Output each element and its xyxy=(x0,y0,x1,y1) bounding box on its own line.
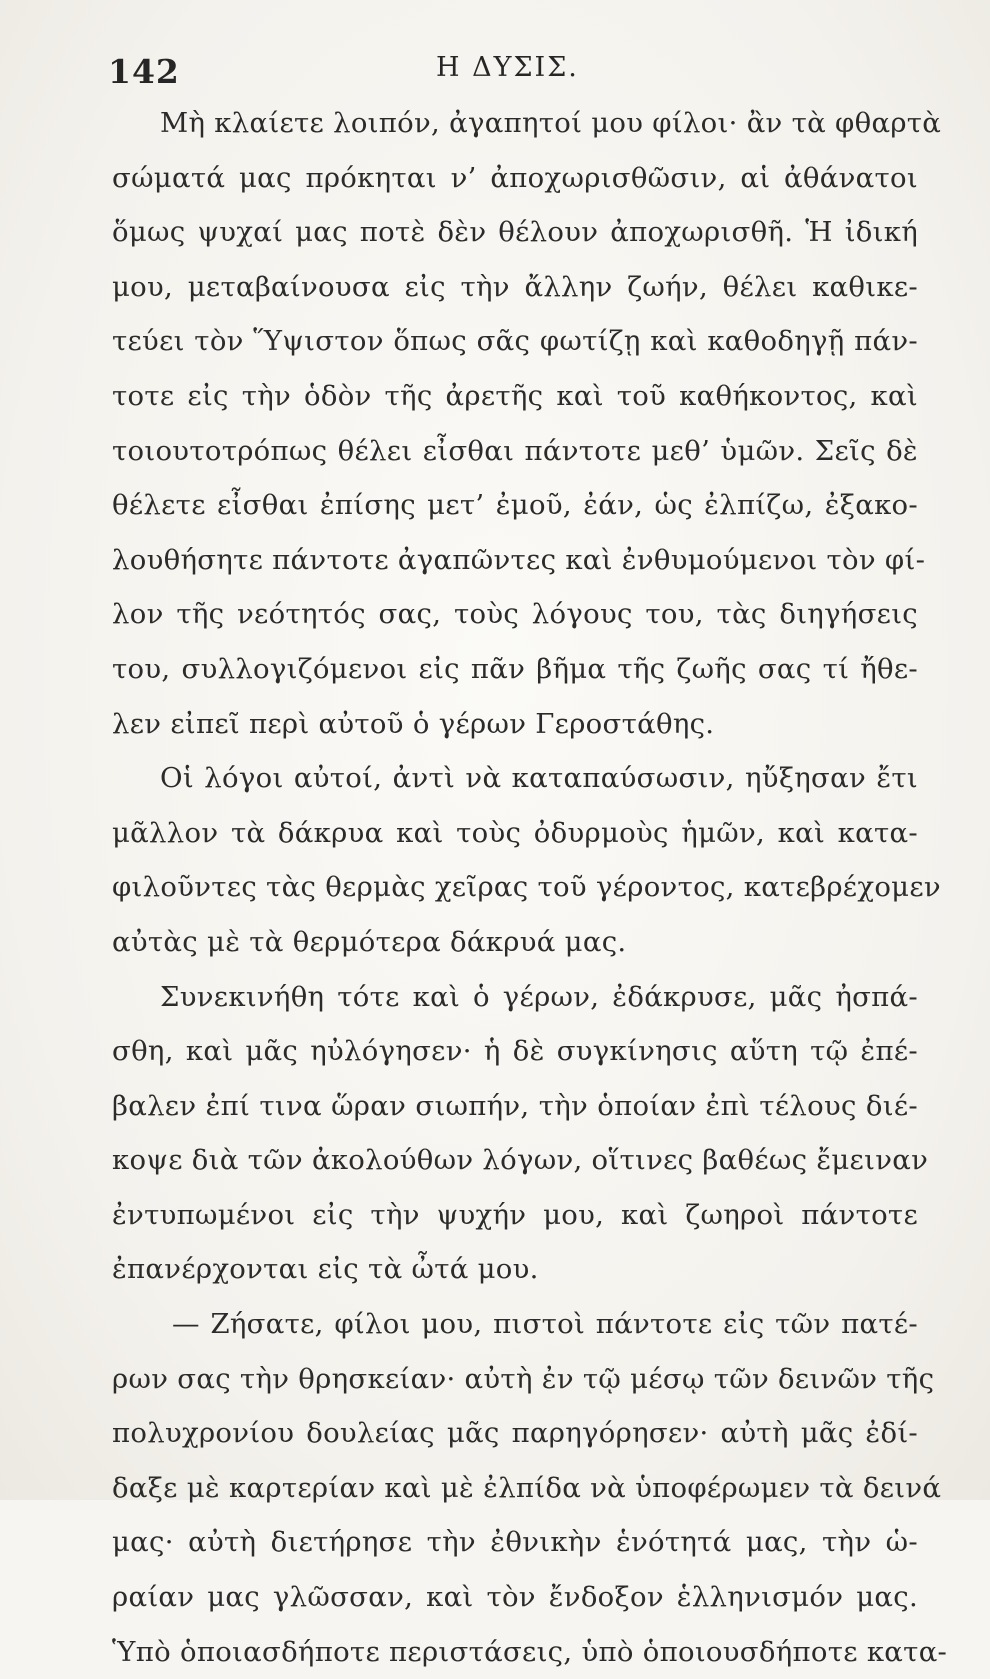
text-line: τεύει τὸν Ὕψιστον ὅπως σᾶς φωτίζῃ καὶ καθοδηγῇ πάν- xyxy=(112,325,918,358)
text-line: μου, μεταβαίνουσα εἰς τὴν ἄλλην ζωήν, θέλει καθικε- xyxy=(112,270,918,303)
text-line: πολυχρονίου δουλείας μᾶς παρηγόρησεν· αὐτὴ μᾶς ἐδί- xyxy=(112,1417,918,1450)
text-line: ἐντυπωμένοι εἰς τὴν ψυχήν μου, καὶ ζωηροὶ πάντοτε xyxy=(112,1198,918,1231)
text-line: σθη, καὶ μᾶς ηὐλόγησεν· ἡ δὲ συγκίνησις αὕτη τῷ ἐπέ- xyxy=(112,1035,918,1068)
text-line: Μὴ κλαίετε λοιπόν, ἀγαπητοί μου φίλοι· ἂν τὰ φθαρτὰ xyxy=(160,107,942,139)
text-line: βαλεν ἐπί τινα ὥραν σιωπήν, τὴν ὁποίαν ἐπὶ τέλους διέ- xyxy=(112,1089,918,1122)
text-line: του, συλλογιζόμενοι εἰς πᾶν βῆμα τῆς ζωῆς σας τί ἤθε- xyxy=(112,652,918,685)
text-line: ὅμως ψυχαί μας ποτὲ δὲν θέλουν ἀποχωρισθῆ. Ἡ ἰδική xyxy=(112,216,918,249)
text-line: τοιουτοτρόπως θέλει εἶσθαι πάντοτε μεθ’ ὑμῶν. Σεῖς δὲ xyxy=(112,434,918,467)
text-line: δαξε μὲ καρτερίαν καὶ μὲ ἐλπίδα νὰ ὑποφέρωμεν τὰ δεινά xyxy=(112,1471,942,1504)
text-line: σώματά μας πρόκηται ν’ ἀποχωρισθῶσιν, αἱ ἀθάνατοι xyxy=(112,161,918,194)
text-line: μᾶλλον τὰ δάκρυα καὶ τοὺς ὀδυρμοὺς ἡμῶν, καὶ κατα- xyxy=(112,816,918,849)
text-line: ρων σας τὴν θρησκείαν· αὐτὴ ἐν τῷ μέσῳ τῶν δεινῶν τῆς xyxy=(112,1362,935,1395)
text-line: ἐπανέρχονται εἰς τὰ ὦτά μου. xyxy=(112,1253,539,1286)
text-line: Ὑπὸ ὁποιασδήποτε περιστάσεις, ὑπὸ ὁποιουσδήποτε κατα- xyxy=(112,1635,948,1668)
text-line: αὐτὰς μὲ τὰ θερμότερα δάκρυά μας. xyxy=(112,925,627,958)
text-line: λον τῆς νεότητός σας, τοὺς λόγους του, τὰς διηγήσεις xyxy=(112,598,918,631)
page-number: 142 xyxy=(108,52,180,91)
text-line: ραίαν μας γλῶσσαν, καὶ τὸν ἔνδοξον ἑλληνισμόν μας. xyxy=(112,1581,918,1614)
text-line: Συνεκινήθη τότε καὶ ὁ γέρων, ἐδάκρυσε, μᾶς ἠσπά- xyxy=(160,980,918,1013)
text-line: — Ζήσατε, φίλοι μου, πιστοὶ πάντοτε εἰς τῶν πατέ- xyxy=(172,1308,918,1341)
text-line: τοτε εἰς τὴν ὁδὸν τῆς ἀρετῆς καὶ τοῦ καθήκοντος, καὶ xyxy=(112,379,918,412)
text-line: μας· αὐτὴ διετήρησε τὴν ἐθνικὴν ἑνότητά μας, τὴν ὡ- xyxy=(112,1526,918,1559)
text-line: φιλοῦντες τὰς θερμὰς χεῖρας τοῦ γέροντος, κατεβρέχομεν xyxy=(112,871,941,904)
text-line: λεν εἰπεῖ περὶ αὐτοῦ ὁ γέρων Γεροστάθης. xyxy=(112,707,715,740)
text-line: Οἱ λόγοι αὐτοί, ἀντὶ νὰ καταπαύσωσιν, ηὔξησαν ἔτι xyxy=(160,762,918,795)
text-line: λουθήσητε πάντοτε ἀγαπῶντες καὶ ἐνθυμούμενοι τὸν φί- xyxy=(112,543,926,576)
text-line: κοψε διὰ τῶν ἀκολούθων λόγων, οἵτινες βαθέως ἔμειναν xyxy=(112,1144,929,1177)
text-line: θέλετε εἶσθαι ἐπίσης μετ’ ἐμοῦ, ἐάν, ὡς ἐλπίζω, ἐξακο- xyxy=(112,489,918,522)
running-head xyxy=(108,52,928,98)
running-title: Η ΔΥΣΙΣ. xyxy=(436,52,579,83)
body-text xyxy=(112,96,948,1679)
